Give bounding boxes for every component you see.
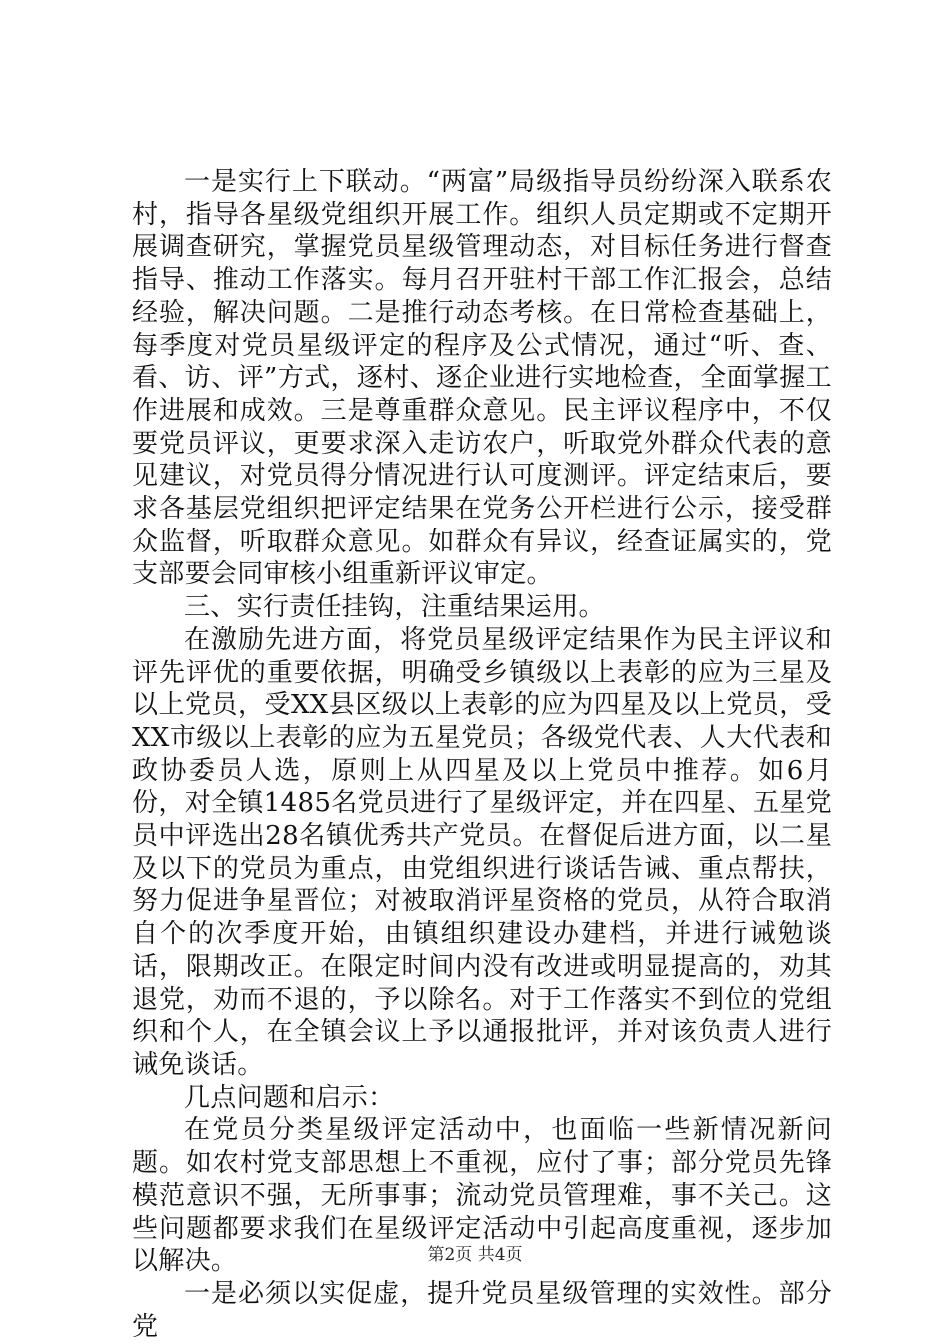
subheading-issues: 几点问题和启示： — [184, 1082, 395, 1113]
paragraph-work-methods: 一是实行上下联动。“两富”局级指导员纷纷深入联系农村，指导各星级党组织开展工作。组织人员定期或不定期开展调查研究，掌握党员星级管理动态，对目标任务进行督查指导、推动工作落实。每月召开驻村干部工作汇报会，总结经验，解决问题。二是推行动态考核。在日常检查基础上，每季度对党员星级评定的程序及公式情况，通过“听、查、看、访、评”方式，逐村、逐企业进行实地检查，全面掌握工作进展和成效。三是尊重群众意见。民主评议程序中，不仅要党员评议，更要求深入走访农户，听取党外群众代表的意见建议，对党员得分情况进行认可度测评。评定结束后，要求各基层党组织把评定结果在党务公开栏进行公示，接受群众监督，听取群众意见。如群众有异议，经查证属实的，党支部要会同审核小组重新评议审定。 — [132, 167, 832, 590]
page-footer: 第2页 共4页 — [427, 1245, 523, 1265]
paragraph-point-one: 一是必须以实促虚，提升党员星级管理的实效性。部分党 — [132, 1278, 832, 1342]
paragraph-incentives: 在激励先进方面，将党员星级评定结果作为民主评议和评先评优的重要依据，明确受乡镇级以上表彰的应为三星及以上党员，受XX县区级以上表彰的应为四星及以上党员，受XX市级以上表彰的应为五星党员；各级党代表、人大代表和政协委员人选，原则上从四星及以上党员中推荐。如6月份，对全镇1485名党员进行了星级评定，并在四星、五星党员中评选出28名镇优秀共产党员。在督促后进方面，以二星及以下的党员为重点，由党组织进行谈话告诫、重点帮扶，努力促进争星晋位；对被取消评星资格的党员，从符合取消自个的次季度开始，由镇组织建设办建档，并进行诫勉谈话，限期改正。在限定时间内没有改进或明显提高的，劝其退党，劝而不退的，予以除名。对于工作落实不到位的党组织和个人，在全镇会议上予以通报批评，并对该负责人进行诫免谈话。 — [132, 624, 832, 1080]
section-heading-3: 三、实行责任挂钩，注重结果运用。 — [184, 592, 605, 623]
paragraph-issues: 在党员分类星级评定活动中，也面临一些新情况新问题。如农村党支部思想上不重视，应付了事；部分党员先锋模范意识不强，无所事事；流动党员管理难，事不关己。这些问题都要求我们在星级评定活动中引起高度重视，逐步加以解决。 — [132, 1115, 832, 1277]
document-body — [132, 166, 832, 1343]
